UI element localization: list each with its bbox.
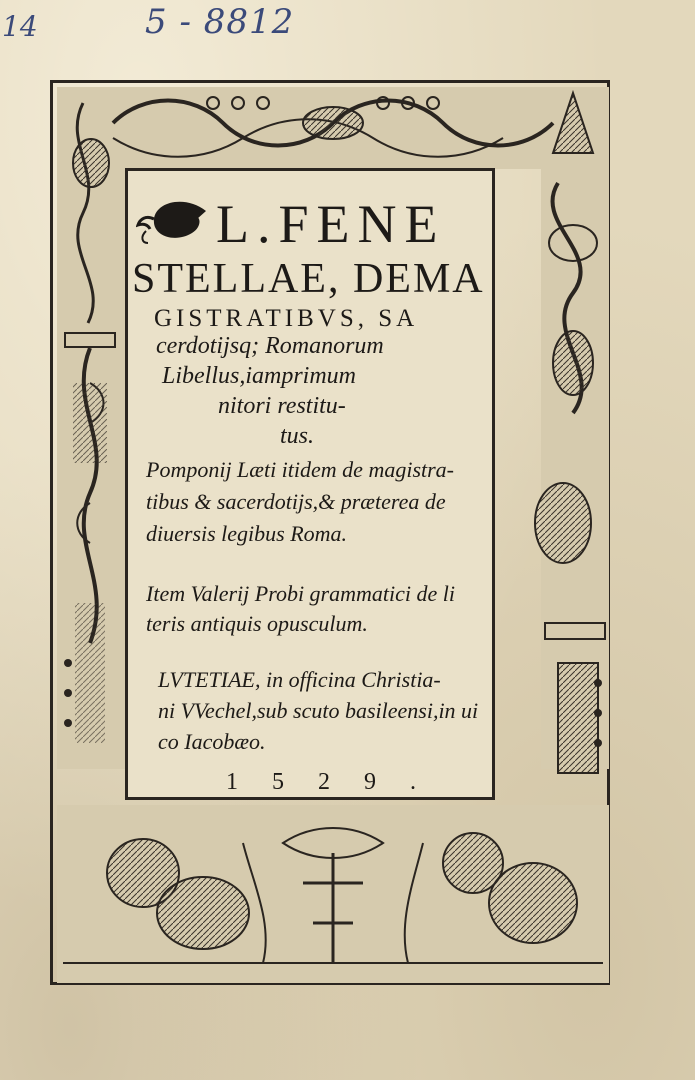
manuscript-shelfmark: 5 - 8812 — [145, 2, 295, 42]
title-line-7: tus. — [280, 423, 315, 449]
title-line-3: GISTRATIBVS, SA — [154, 305, 419, 332]
title-line-5: Libellus,iamprimum — [162, 363, 357, 389]
title-line-4: cerdotijsq; Romanorum — [156, 333, 384, 359]
fleuron-icon — [136, 197, 210, 245]
probus-line-1: Item Valerij Probi grammatici de li — [146, 581, 455, 606]
title-panel — [125, 168, 495, 800]
title-line-6: nitori restitu- — [218, 393, 346, 419]
pomponius-line-1: Pomponij Læti itidem de magistra- — [146, 457, 454, 482]
imprint-year: 1529. — [226, 769, 450, 795]
probus-line-2: teris antiquis opusculum. — [146, 611, 368, 636]
title-line-2: STELLAE, DEMA — [132, 256, 485, 302]
pomponius-line-2: tibus & sacerdotijs,& præterea de — [146, 489, 446, 514]
imprint-line-1: LVTETIAE, in officina Christia- — [158, 667, 441, 692]
manuscript-note-left: 14 — [2, 10, 38, 43]
title-line-1: L.FENE — [216, 194, 446, 254]
pomponius-line-3: diuersis legibus Roma. — [146, 521, 348, 546]
imprint-line-2: ni VVechel,sub scuto basileensi,in ui — [158, 698, 479, 723]
imprint-line-3: co Iacobæo. — [158, 729, 266, 754]
